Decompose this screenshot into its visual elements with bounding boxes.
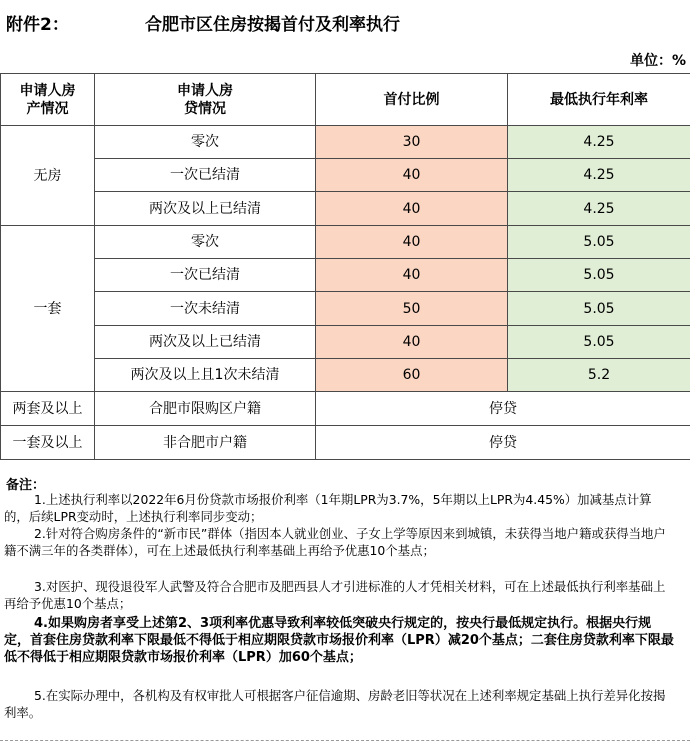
table-row: [1, 426, 690, 460]
note-1: 1.上述执行利率以2022年6月份贷款市场报价利率（1年期LPR为3.7%，5年期以上LPR为4.45%）加减基点计算的，后续LPR变动时，上述执行利率同步变动；: [4, 492, 652, 524]
down-payment-cell: 40: [316, 226, 508, 259]
document-header: [0, 0, 690, 44]
table-header-row: [1, 74, 690, 126]
down-payment-cell: 60: [316, 359, 508, 392]
header-property: [1, 74, 95, 126]
loan-cell: 合肥市限购区户籍: [95, 392, 316, 426]
rate-cell: 5.05: [508, 326, 690, 359]
group-two-plus: 两套及以上: [1, 392, 95, 426]
down-payment-cell: 40: [316, 192, 508, 226]
down-payment-cell: 30: [316, 126, 508, 159]
table-row: [1, 226, 690, 259]
loan-cell: 零次: [95, 226, 316, 259]
table-row: [1, 126, 690, 159]
table-row: [1, 392, 690, 426]
notes-section: [0, 460, 690, 753]
suspend-cell: 停贷: [316, 426, 690, 460]
bottom-divider: [0, 740, 690, 741]
loan-cell: 两次及以上已结清: [95, 192, 316, 226]
header-rate: 最低执行年利率: [508, 74, 690, 126]
rate-cell: 4.25: [508, 192, 690, 226]
loan-cell: 两次及以上且1次未结清: [95, 359, 316, 392]
table-row: [1, 359, 690, 392]
loan-cell: 非合肥市户籍: [95, 426, 316, 460]
unit-label: 单位：%: [629, 53, 686, 69]
rate-cell: 4.25: [508, 126, 690, 159]
table-row: [1, 259, 690, 292]
note-4: 4.如果购房者享受上述第2、3项利率优惠导致利率较低突破央行规定的，按央行最低规定执行。根据央行规定，首套住房贷款利率下限最低不得低于相应期限贷款市场报价利率（LPR）减20个基点；二套住房贷款利率下限最低不得低于相应期限贷款市场报价利率（LPR）加60个基点；: [4, 616, 674, 665]
table-row: [1, 159, 690, 192]
header-down-payment: 首付比例: [316, 74, 508, 126]
table-row: [1, 326, 690, 359]
group-no-house: 无房: [1, 126, 95, 226]
attachment-label: 附件2：: [6, 15, 69, 35]
note-5: 5.在实际办理中，各机构及有权审批人可根据客户征信逾期、房龄老旧等状况在上述利率规定基础上执行差异化按揭利率。: [4, 688, 666, 720]
rate-cell: 5.05: [508, 226, 690, 259]
down-payment-cell: 40: [316, 159, 508, 192]
rate-cell: 4.25: [508, 159, 690, 192]
down-payment-cell: 40: [316, 259, 508, 292]
rate-table: [0, 73, 690, 460]
table-row: [1, 292, 690, 326]
note-2: 2.针对符合购房条件的“新市民”群体（指因本人就业创业、子女上学等原因来到城镇，未获得当地户籍或获得当地户籍不满三年的各类群体），可在上述最低执行利率基础上再给予优惠10个基点；: [4, 526, 666, 558]
header-loan-text: 申请人房贷情况: [177, 82, 233, 117]
suspend-cell: 停贷: [316, 392, 690, 426]
rate-cell: 5.05: [508, 259, 690, 292]
loan-cell: 一次未结清: [95, 292, 316, 326]
page-title: 合肥市区住房按揭首付及利率执行: [145, 15, 400, 35]
note-3: 3.对医护、现役退役军人武警及符合合肥市及肥西县人才引进标准的人才凭相关材料，可在上述最低执行利率基础上再给予优惠10个基点；: [4, 579, 666, 611]
loan-cell: 两次及以上已结清: [95, 326, 316, 359]
table-row: [1, 192, 690, 226]
header-loan: [95, 74, 316, 126]
loan-cell: 一次已结清: [95, 259, 316, 292]
loan-cell: 零次: [95, 126, 316, 159]
header-property-text: 申请人房产情况: [19, 82, 76, 117]
down-payment-cell: 50: [316, 292, 508, 326]
rate-cell: 5.2: [508, 359, 690, 392]
notes-label: 备注：: [6, 478, 46, 493]
group-one-house: 一套: [1, 226, 95, 392]
down-payment-cell: 40: [316, 326, 508, 359]
loan-cell: 一次已结清: [95, 159, 316, 192]
rate-cell: 5.05: [508, 292, 690, 326]
group-one-plus: 一套及以上: [1, 426, 95, 460]
